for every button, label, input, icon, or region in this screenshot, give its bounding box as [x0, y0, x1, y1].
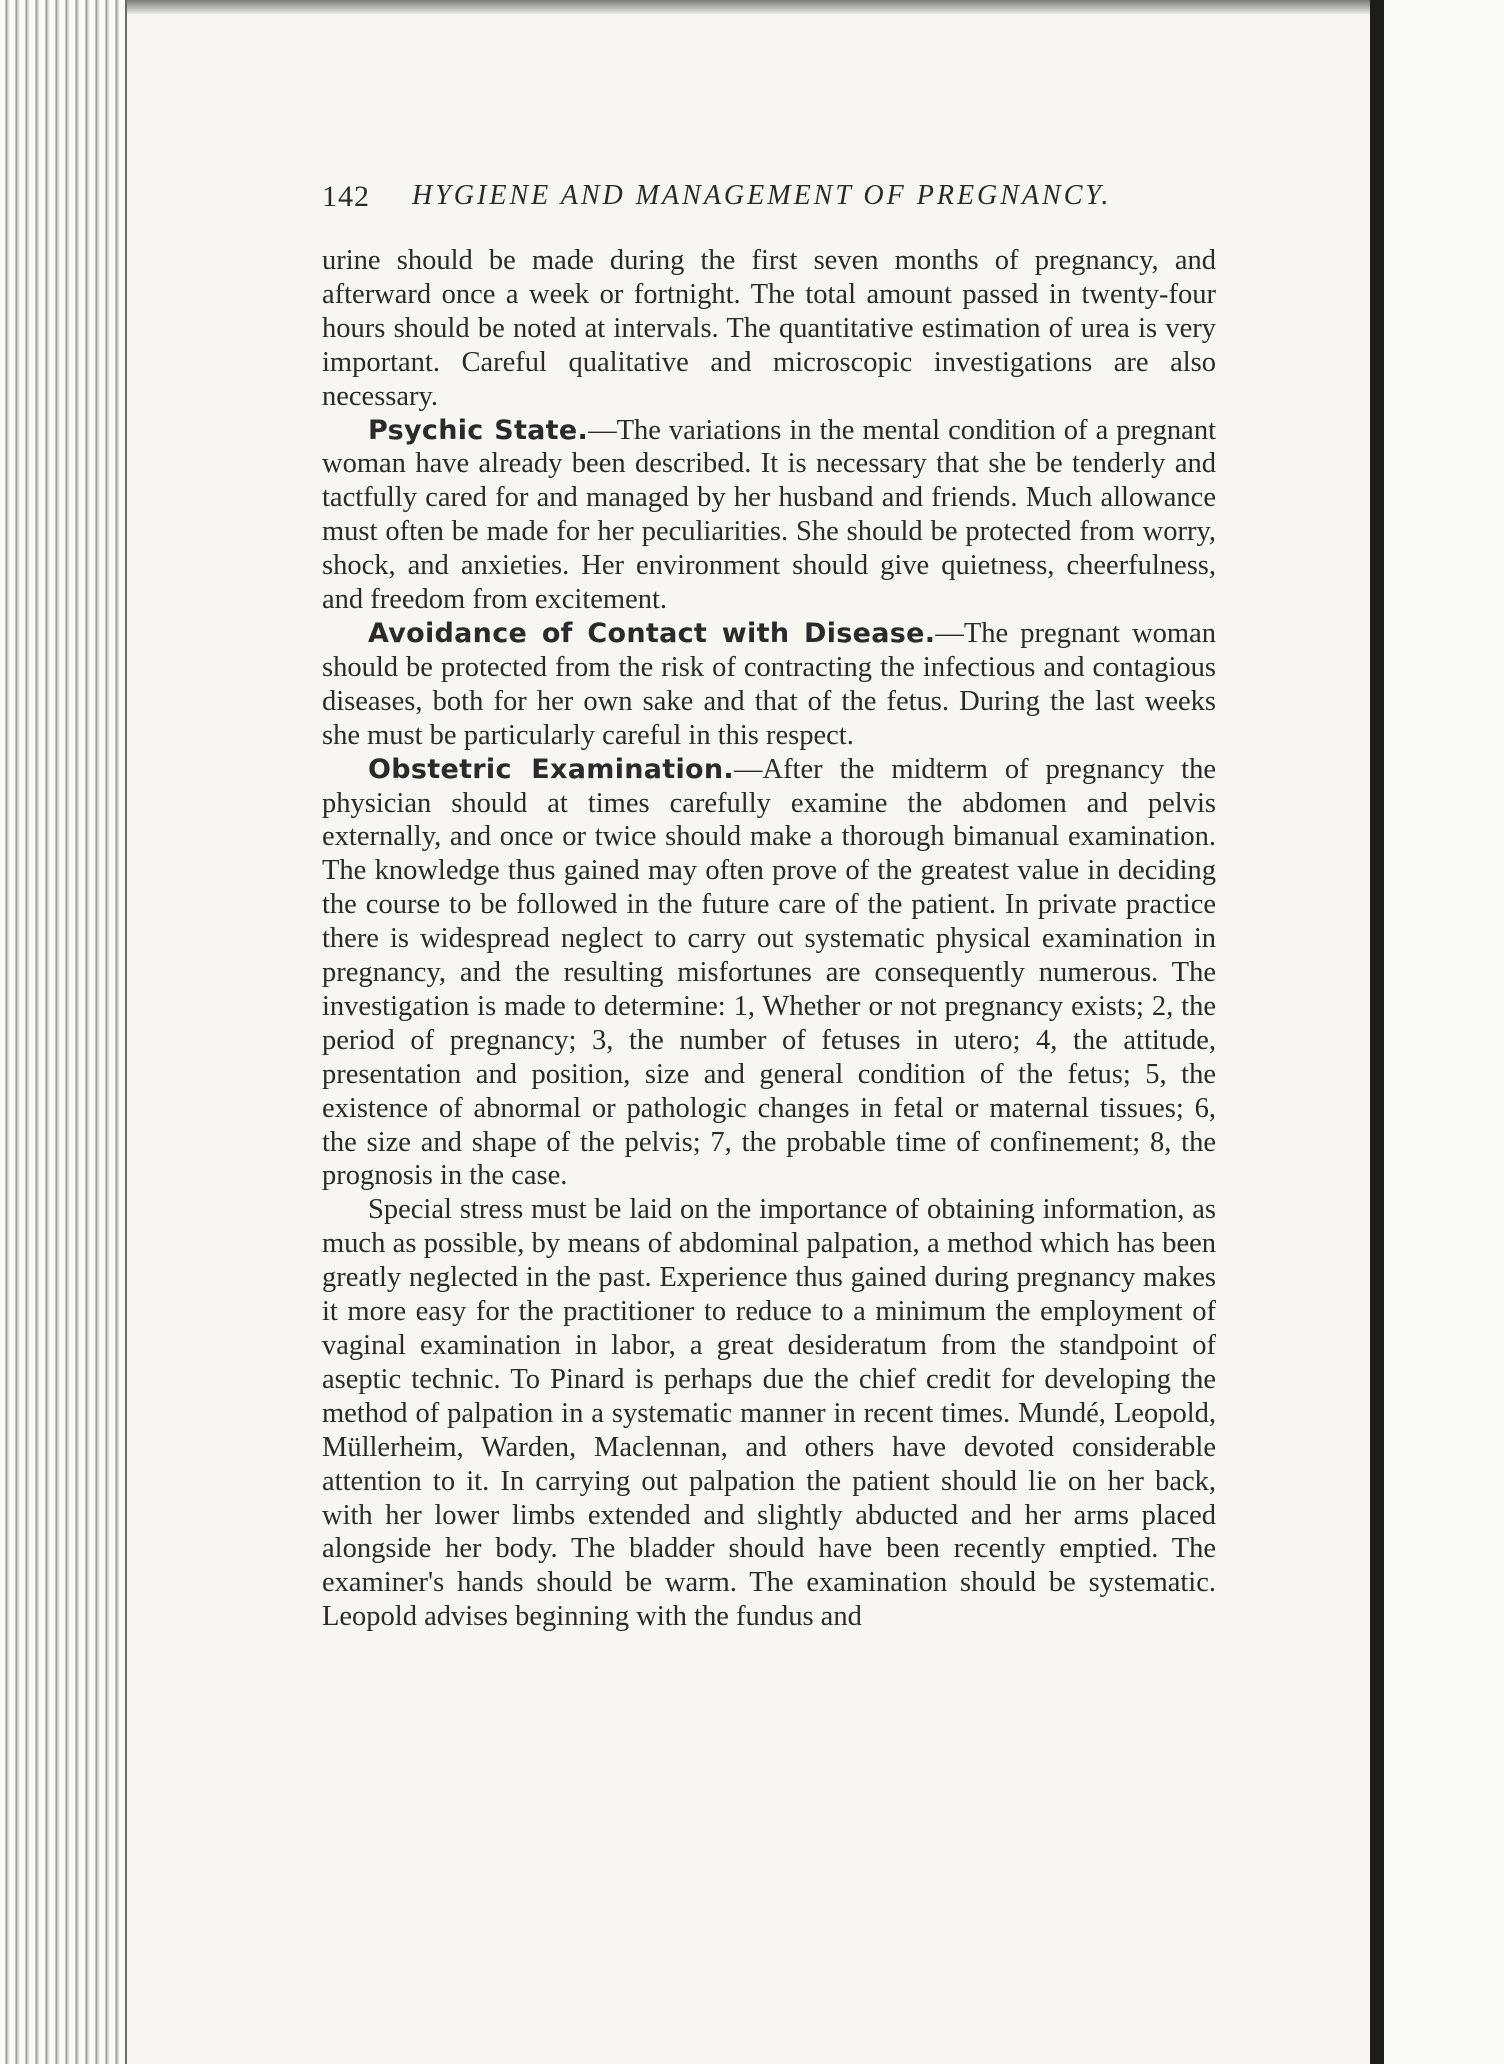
- paragraph-psychic-state: [322, 414, 1216, 617]
- section-heading: Psychic State.: [368, 414, 589, 446]
- page-number: 142: [322, 180, 370, 213]
- scan-background: [1384, 0, 1504, 2064]
- body-text: [322, 244, 1216, 1634]
- paragraph-palpation: [322, 1193, 1216, 1634]
- paragraph-obstetric-examination: [322, 753, 1216, 1194]
- book-right-edge: [1370, 0, 1384, 2064]
- paragraph-text: —The variations in the mental condition of a pregnant woman have already been described. It is necessary that she be tenderly and tactfully cared for and managed by her husband and friends. Much allowance must often be made for her peculiarities. She should be protected from worry, shock, and anxieties. Her environment should give quietness, cheerfulness, and freedom from excitement.: [322, 414, 1216, 616]
- running-title: HYGIENE AND MANAGEMENT OF PREGNANCY.: [412, 180, 1112, 211]
- paragraph-text: —After the midterm of pregnancy the physician should at times carefully examine the abdomen and pelvis externally, and once or twice should make a thorough bimanual examination. The knowledge thus gained may often prove of the greatest value in deciding the course to be followed in the future care of the patient. In private practice there is widespread neglect to carry out systematic physical examination in pregnancy, and the resulting misfortunes are consequently numerous. The investigation is made to determine: 1, Whether or not pregnancy exists; 2, the period of pregnancy; 3, the number of fetuses in utero; 4, the attitude, presentation and position, size and general condition of the fetus; 5, the existence of abnormal or pathologic changes in fetal or maternal tissues; 6, the size and shape of the pelvis; 7, the probable time of confinement; 8, the prognosis in the case.: [322, 753, 1216, 1192]
- paragraph-continuation: [322, 244, 1216, 414]
- section-heading: Obstetric Examination.: [368, 753, 734, 785]
- paragraph-text: Special stress must be laid on the importance of obtaining information, as much as possible, by means of abdominal palpation, a method which has been greatly neglected in the past. Experience thus gained during pregnancy makes it more easy for the practitioner to reduce to a minimum the employment of vaginal examination in labor, a great desideratum from the standpoint of aseptic technic. To Pinard is perhaps due the chief credit for developing the method of palpation in a systematic manner in recent times. Mundé, Leopold, Müllerheim, Warden, Maclennan, and others have devoted considerable attention to it. In carrying out palpation the patient should lie on her back, with her lower limbs extended and slightly abducted and her arms placed alongside her body. The bladder should have been recently emptied. The examiner's hands should be warm. The examination should be systematic. Leopold advises beginning with the fundus and: [322, 1194, 1216, 1633]
- paragraph-avoidance-of-disease: [322, 617, 1216, 753]
- section-heading: Avoidance of Contact with Disease.: [368, 617, 936, 649]
- running-header: [322, 180, 1222, 220]
- page-top-shadow: [0, 0, 1504, 14]
- paragraph-text: —The pregnant woman should be protected from the risk of contracting the infectious and contagious diseases, both for her own sake and that of the fetus. During the last weeks she must be particularly careful in this respect.: [322, 617, 1216, 751]
- book-page-edges: [0, 0, 127, 2064]
- paragraph-text: urine should be made during the first seven months of pregnancy, and afterward once a week or fortnight. The total amount passed in twenty-four hours should be noted at intervals. The quantitative estimation of urea is very important. Careful qualitative and microscopic investigations are also necessary.: [322, 245, 1216, 412]
